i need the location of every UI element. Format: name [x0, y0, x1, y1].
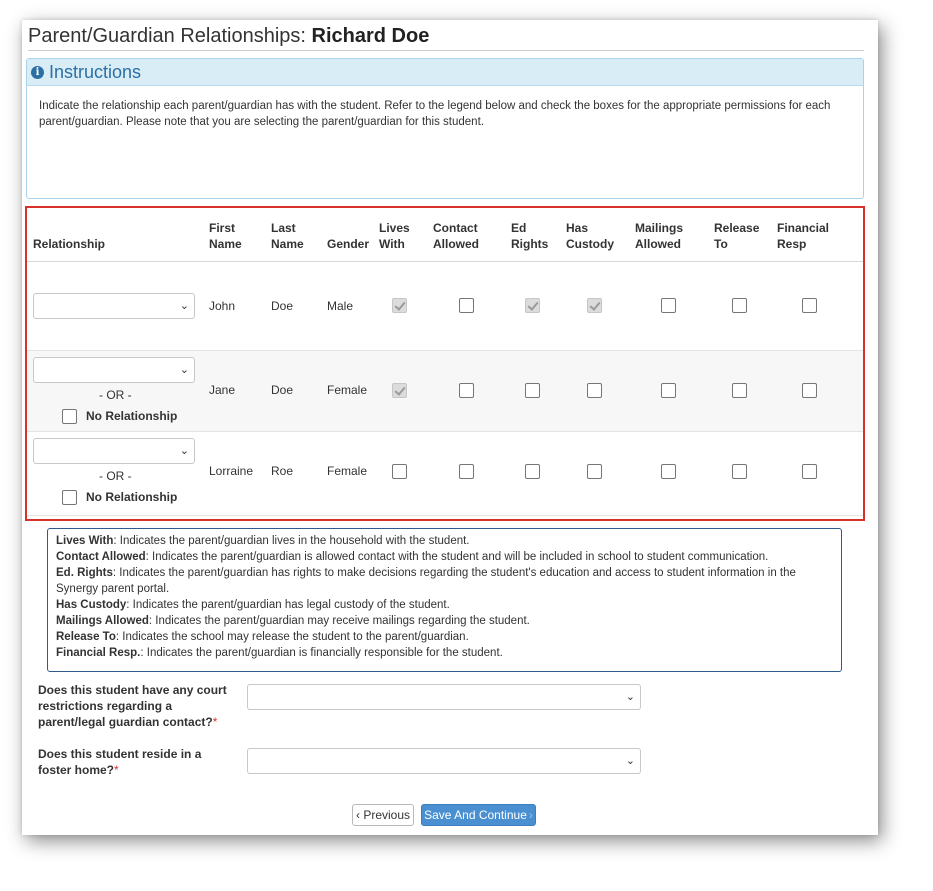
table-row — [27, 351, 863, 432]
release-to-checkbox[interactable] — [732, 298, 747, 313]
relationship-select[interactable] — [33, 293, 195, 319]
column-header: First Name — [209, 221, 242, 251]
legend-item — [56, 613, 833, 629]
legend-term: Lives With — [56, 535, 114, 547]
legend-description: : Indicates the parent/guardian may receive mailings regarding the student. — [148, 615, 530, 627]
foster-home-label: Does this student reside in a foster home? — [38, 747, 202, 777]
legend-item — [56, 549, 833, 565]
legend-term: Mailings Allowed — [56, 615, 149, 627]
chevron-right-icon: › — [528, 808, 533, 822]
table-row — [27, 262, 863, 351]
mailings-allowed-checkbox[interactable] — [661, 464, 676, 479]
has-custody-checkbox[interactable] — [587, 464, 602, 479]
court-restrictions-label: Does this student have any court restrictions regarding a parent/legal guardian contact? — [38, 683, 227, 729]
gender: Male — [327, 299, 354, 313]
chevron-down-icon: ⌄ — [179, 300, 189, 312]
legend-description: : Indicates the parent/guardian is financially responsible for the student. — [140, 647, 503, 659]
previous-button[interactable]: ‹ Previous — [352, 804, 414, 826]
contact-allowed-checkbox[interactable] — [459, 298, 474, 313]
has-custody-checkbox[interactable] — [587, 383, 602, 398]
first-name: Lorraine — [209, 464, 254, 478]
legend-term: Has Custody — [56, 599, 127, 611]
instructions-panel — [26, 58, 864, 199]
chevron-down-icon: ⌄ — [179, 364, 189, 376]
instructions-header — [27, 59, 863, 86]
legend-item — [56, 645, 833, 661]
contact-allowed-checkbox[interactable] — [459, 464, 474, 479]
no-relationship-checkbox[interactable] — [62, 490, 77, 505]
gender: Female — [327, 464, 368, 478]
or-separator: - OR - — [99, 469, 132, 483]
foster-home-select[interactable] — [247, 748, 641, 774]
legend-term: Financial Resp. — [56, 647, 141, 659]
lives-with-checkbox — [392, 298, 407, 313]
first-name: John — [209, 299, 236, 313]
required-mark: * — [212, 715, 218, 729]
legend-description: : Indicates the parent/guardian is allowed contact with the student and will be included in school to student communication. — [145, 551, 769, 563]
legend-term: Ed. Rights — [56, 567, 113, 579]
column-header: Financial Resp — [777, 221, 830, 251]
chevron-left-icon: ‹ — [355, 808, 360, 822]
column-header: Mailings Allowed — [635, 221, 684, 251]
last-name: Doe — [271, 299, 294, 313]
column-header: Lives With — [379, 221, 410, 251]
save-and-continue-button[interactable]: Save And Continue › — [421, 804, 536, 826]
column-header: Ed Rights — [511, 221, 549, 251]
column-header: Has Custody — [566, 221, 614, 251]
instructions-title: Instructions — [49, 61, 142, 82]
chevron-down-icon: ⌄ — [179, 445, 189, 457]
column-header: Relationship — [33, 237, 106, 251]
foster-home-question — [38, 746, 228, 778]
no-relationship-checkbox[interactable] — [62, 409, 77, 424]
legend-item — [56, 533, 833, 549]
first-name: Jane — [209, 383, 236, 397]
no-relationship-label: No Relationship — [86, 409, 178, 423]
info-icon: i — [31, 66, 44, 79]
legend-item — [56, 629, 833, 645]
court-restrictions-select[interactable] — [247, 684, 641, 710]
permissions-legend — [47, 528, 842, 672]
chevron-down-icon: ⌄ — [625, 755, 635, 767]
financial-resp-checkbox[interactable] — [802, 464, 817, 479]
title-divider — [28, 50, 864, 51]
relationship-select[interactable] — [33, 357, 195, 383]
chevron-down-icon: ⌄ — [625, 691, 635, 703]
student-name: Richard Doe — [311, 25, 430, 47]
release-to-checkbox[interactable] — [732, 464, 747, 479]
last-name: Roe — [271, 464, 294, 478]
instructions-text: Indicate the relationship each parent/guardian has with the student. Refer to the legend below and check the boxes for the appropriate permissions for each parent/guardian. Please note that you are selecting the parent/guardian for this student. — [39, 100, 831, 128]
gender: Female — [327, 383, 368, 397]
legend-item — [56, 597, 833, 613]
lives-with-checkbox — [392, 383, 407, 398]
legend-description: : Indicates the parent/guardian has legal custody of the student. — [126, 599, 450, 611]
contact-allowed-checkbox[interactable] — [459, 383, 474, 398]
financial-resp-checkbox[interactable] — [802, 298, 817, 313]
legend-description: : Indicates the parent/guardian lives in the household with the student. — [113, 535, 470, 547]
required-mark: * — [114, 763, 119, 777]
relationships-table-highlight — [25, 206, 865, 521]
last-name: Doe — [271, 383, 294, 397]
relationship-select[interactable] — [33, 438, 195, 464]
table-row — [27, 432, 863, 516]
mailings-allowed-checkbox[interactable] — [661, 298, 676, 313]
or-separator: - OR - — [99, 388, 132, 402]
has-custody-checkbox — [587, 298, 602, 313]
ed-rights-checkbox[interactable] — [525, 464, 540, 479]
legend-item — [56, 565, 833, 597]
court-restrictions-question — [38, 682, 228, 730]
lives-with-checkbox[interactable] — [392, 464, 407, 479]
financial-resp-checkbox[interactable] — [802, 383, 817, 398]
ed-rights-checkbox — [525, 298, 540, 313]
page-title — [28, 25, 429, 48]
mailings-allowed-checkbox[interactable] — [661, 383, 676, 398]
legend-term: Contact Allowed — [56, 551, 146, 563]
no-relationship-label: No Relationship — [86, 490, 178, 504]
column-header: Gender — [327, 237, 370, 251]
ed-rights-checkbox[interactable] — [525, 383, 540, 398]
page-title-prefix: Parent/Guardian Relationships: — [28, 25, 306, 47]
column-header: Contact Allowed — [433, 221, 480, 251]
legend-term: Release To — [56, 631, 116, 643]
release-to-checkbox[interactable] — [732, 383, 747, 398]
table-header — [27, 208, 863, 262]
legend-description: : Indicates the parent/guardian has rights to make decisions regarding the student's education and access to student information in the Synergy parent portal. — [56, 567, 796, 595]
column-header: Last Name — [271, 221, 304, 251]
page-card — [22, 20, 878, 835]
column-header: Release To — [714, 221, 760, 251]
legend-description: : Indicates the school may release the student to the parent/guardian. — [115, 631, 469, 643]
